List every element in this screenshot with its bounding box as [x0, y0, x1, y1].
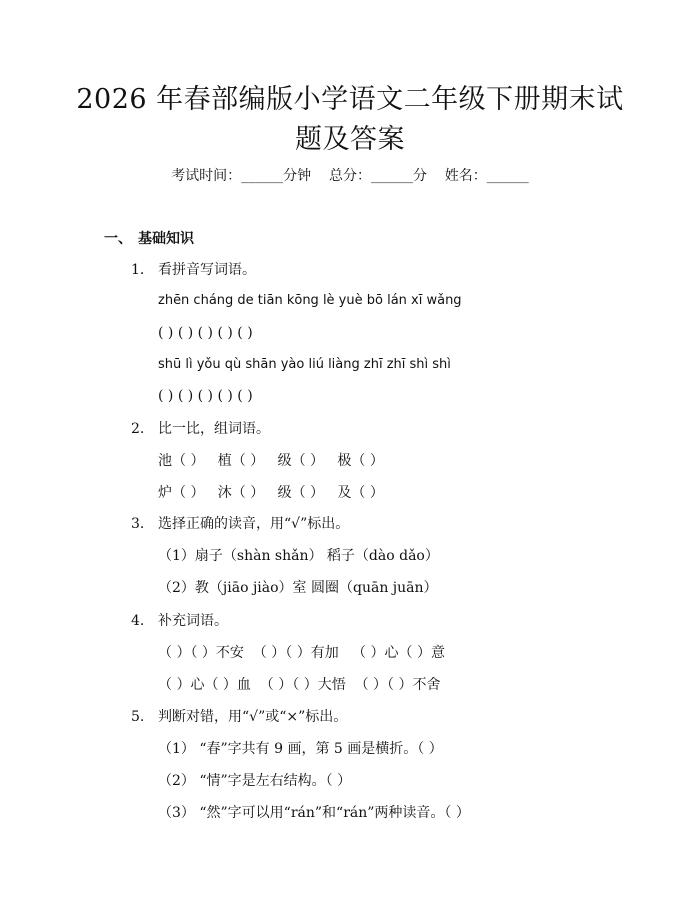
question-1-number: 1.: [131, 262, 145, 278]
question-3-number: 3.: [131, 516, 145, 532]
question-4-text: 补充词语。: [158, 613, 228, 629]
section-number: 一、: [104, 231, 132, 247]
question-1-pinyin-row-1: zhēn cháng de tiān kōng lè yuè bō lán xī wǎng: [158, 293, 462, 308]
question-3-text: 选择正确的读音，用“√”标出。: [158, 516, 350, 532]
section-heading: 基础知识: [138, 231, 194, 247]
question-1-blanks-row-1: ( ) ( ) ( ) ( ) ( ): [158, 325, 253, 341]
question-2-number: 2.: [131, 421, 145, 437]
question-3-item-1: （1）扇子（shàn shǎn） 稻子（dào dǎo）: [158, 548, 439, 564]
exam-info-line: 考试时间：______分钟 总分：______分 姓名：______: [171, 168, 529, 184]
question-5-item-3: （3） “然”字可以用“rán”和“rán”两种读音。（ ）: [158, 805, 470, 821]
title-line-2: 题及答案: [295, 124, 405, 155]
title-line-1: 2026 年春部编版小学语文二年级下册期末试: [76, 84, 624, 115]
question-5-text: 判断对错，用“√”或“×”标出。: [158, 709, 348, 725]
question-4-row-2: （ ）心（ ）血 （ ）（ ）大悟 （ ）（ ）不舍: [158, 677, 441, 693]
question-1-text: 看拼音写词语。: [158, 262, 256, 278]
question-4-number: 4.: [131, 613, 145, 629]
question-4-row-1: （ ）（ ）不安 （ ）（ ）有加 （ ）心（ ）意: [158, 645, 445, 661]
question-2-row-1: 池（ ） 植（ ） 级（ ） 极（ ）: [158, 453, 384, 469]
question-2-row-2: 炉（ ） 沐（ ） 级（ ） 及（ ）: [158, 485, 384, 501]
question-5-item-2: （2） “情”字是左右结构。（ ）: [158, 773, 352, 789]
question-3-item-2: （2）教（jiāo jiào）室 圆圈（quān juān）: [158, 580, 438, 596]
document-title: [60, 80, 640, 160]
question-1-blanks-row-2: ( ) ( ) ( ) ( ) ( ): [158, 388, 253, 404]
question-5-number: 5.: [131, 709, 145, 725]
question-5-item-1: （1） “春”字共有 9 画，第 5 画是横折。（ ）: [158, 741, 443, 757]
question-1-pinyin-row-2: shū lì yǒu qù shān yào liú liàng zhī zhī shì shì: [158, 357, 451, 372]
question-2-text: 比一比，组词语。: [158, 421, 270, 437]
